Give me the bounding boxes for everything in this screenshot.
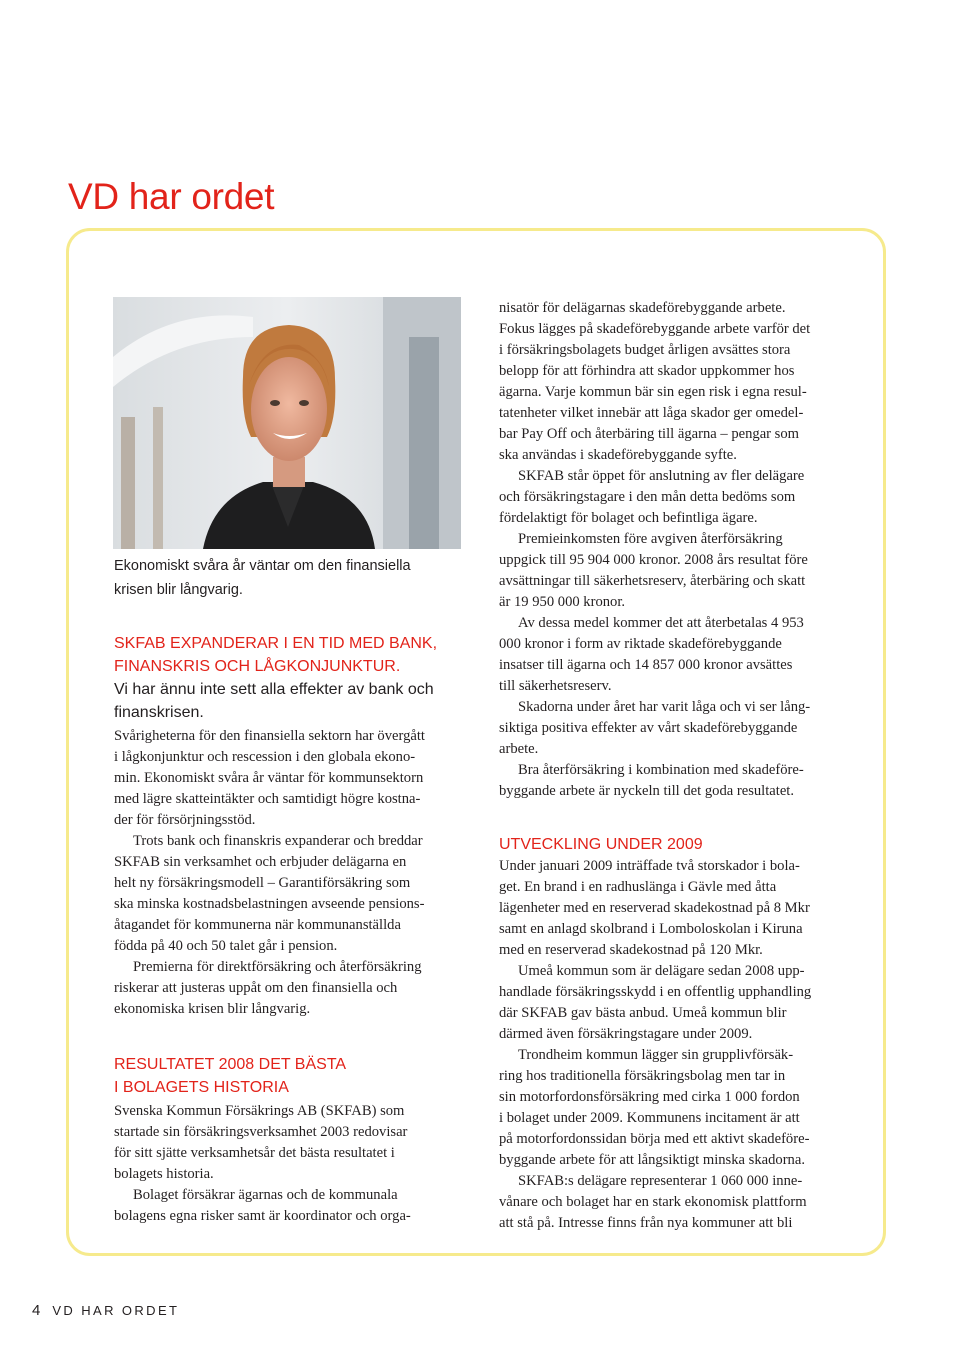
body-paragraph: Premieinkomsten före avgiven återförsäkring uppgick till 95 904 000 kronor. 2008 års resultat före avsättningar till säkerhetsreserv, återbäring och skatt är 19 950 000 kronor.: [499, 531, 808, 610]
body-paragraph: Bra återförsäkring i kombination med skadeföre- byggande arbete är nyckeln till det goda resultatet.: [499, 762, 804, 799]
right-column: [499, 298, 847, 1234]
left-body-2: [114, 1101, 460, 1227]
lead-caps-line: FINANSKRIS OCH LÅGKONJUNKTUR.: [114, 658, 401, 675]
body-paragraph: SKFAB står öppet för anslutning av fler delägare och försäkringstagare i den mån detta bedöms som fördelaktigt för bolaget och befintliga ägare.: [499, 468, 805, 526]
page-footer: [32, 1302, 179, 1319]
lead-caps-line: SKFAB EXPANDERAR I EN TID MED BANK,: [114, 635, 438, 652]
body-paragraph: Av dessa medel kommer det att återbetalas 4 953 000 kronor i form av riktade skadeförebyggande insatser till ägarna och 14 857 000 kronor avsättes till säkerhetsreserv.: [499, 615, 804, 694]
left-column: [114, 632, 460, 1227]
left-body: [114, 726, 460, 1020]
body-paragraph: Bolaget försäkrar ägarnas och de kommunala bolagens egna risker samt är koordinator och orga-: [114, 1187, 411, 1224]
body-paragraph: Trondheim kommun lägger sin grupplivförsäk- ring hos traditionella försäkringsbolag men tar in sin motorfordonsförsäkring med cirka 1 000 fordon i bolaget under 2009. Kommunens incitament är att på motorfordonssidan börja med ett aktivt skadeföre- byggande arbete för att långsiktigt minska skadorna.: [499, 1047, 810, 1168]
section-heading: RESULTATET 2008 DET BÄSTA I BOLAGETS HISTORIA: [114, 1056, 347, 1096]
caption-line: krisen blir långvarig.: [114, 582, 243, 598]
page-title: VD har ordet: [68, 176, 275, 217]
body-paragraph: Svårigheterna för den finansiella sektorn har övergått i lågkonjunktur och rescession i den globala ekono- min. Ekonomiskt svåra år väntar för kommunsektorn med lägre skatteintäkter och samtidigt högre kostna- der för försörjningsstöd.: [114, 728, 425, 828]
body-paragraph: Svenska Kommun Försäkrings AB (SKFAB) som startade sin försäkringsverksamhet 2003 redovisar för sitt sjätte verksamhetsår det bästa resultatet i bolagets historia.: [114, 1103, 408, 1182]
right-body-2: [499, 856, 847, 1234]
body-paragraph: SKFAB:s delägare representerar 1 060 000 inne- vånare och bolaget har en stark ekonomisk plattform att stå på. Intresse finns från nya kommuner att bli: [499, 1173, 807, 1231]
portrait-photo: [113, 297, 461, 549]
caption-line: Ekonomiskt svåra år väntar om den finansiella: [114, 558, 411, 574]
section-heading: UTVECKLING UNDER 2009: [499, 836, 703, 853]
footer-section: VD HAR ORDET: [52, 1303, 180, 1318]
body-paragraph: Premierna för direktförsäkring och återförsäkring riskerar att justeras uppåt om den finansiella och ekonomiska krisen blir långvarig.: [114, 959, 422, 1017]
lead-line: Vi har ännu inte sett alla effekter av bank och: [114, 681, 434, 698]
lead-paragraph: [114, 632, 460, 724]
body-paragraph: Umeå kommun som är delägare sedan 2008 upp- handlade försäkringsskydd i en offentlig upphandling där SKFAB gav bästa anbud. Umeå kommun blir därmed även försäkringstagare under 2009.: [499, 963, 812, 1042]
lead-line: finanskrisen.: [114, 704, 204, 721]
body-paragraph: Skadorna under året har varit låga och vi ser lång- siktiga positiva effekter av vårt skadeförebyggande arbete.: [499, 699, 811, 757]
right-body: [499, 298, 847, 802]
page-number: 4: [32, 1302, 41, 1319]
body-paragraph: nisatör för delägarnas skadeförebyggande arbete. Fokus lägges på skadeförebyggande arbete varför det i försäkringsbolagets budget årligen avsättes stora belopp för att förhindra att skador uppkommer hos ägarna. Varje kommun bär sin egen risk i egna resul- tatenheter vilket innebär att låga skador ger omedel- bar Pay Off och återbäring till ägarna – pengar som ska användas i skadeförebyggande syfte.: [499, 300, 811, 463]
body-paragraph: Trots bank och finanskris expanderar och breddar SKFAB sin verksamhet och erbjuder delägarna en helt ny försäkringsmodell – Garantiförsäkring som ska minska kostnadsbelastningen avseende pensions- åtagandet för kommunerna när kommunanställda födda på 40 och 50 talet går i pension.: [114, 833, 425, 954]
photo-caption: [114, 554, 459, 602]
body-paragraph: Under januari 2009 inträffade två storskador i bola- get. En brand i en radhuslänga i Gävle med åtta lägenheter med en reserverad skadekostnad på 8 Mkr samt en anlagd skolbrand i Lomboloskolan i Kiruna med en reserverad skadekostnad på 120 Mkr.: [499, 858, 810, 958]
